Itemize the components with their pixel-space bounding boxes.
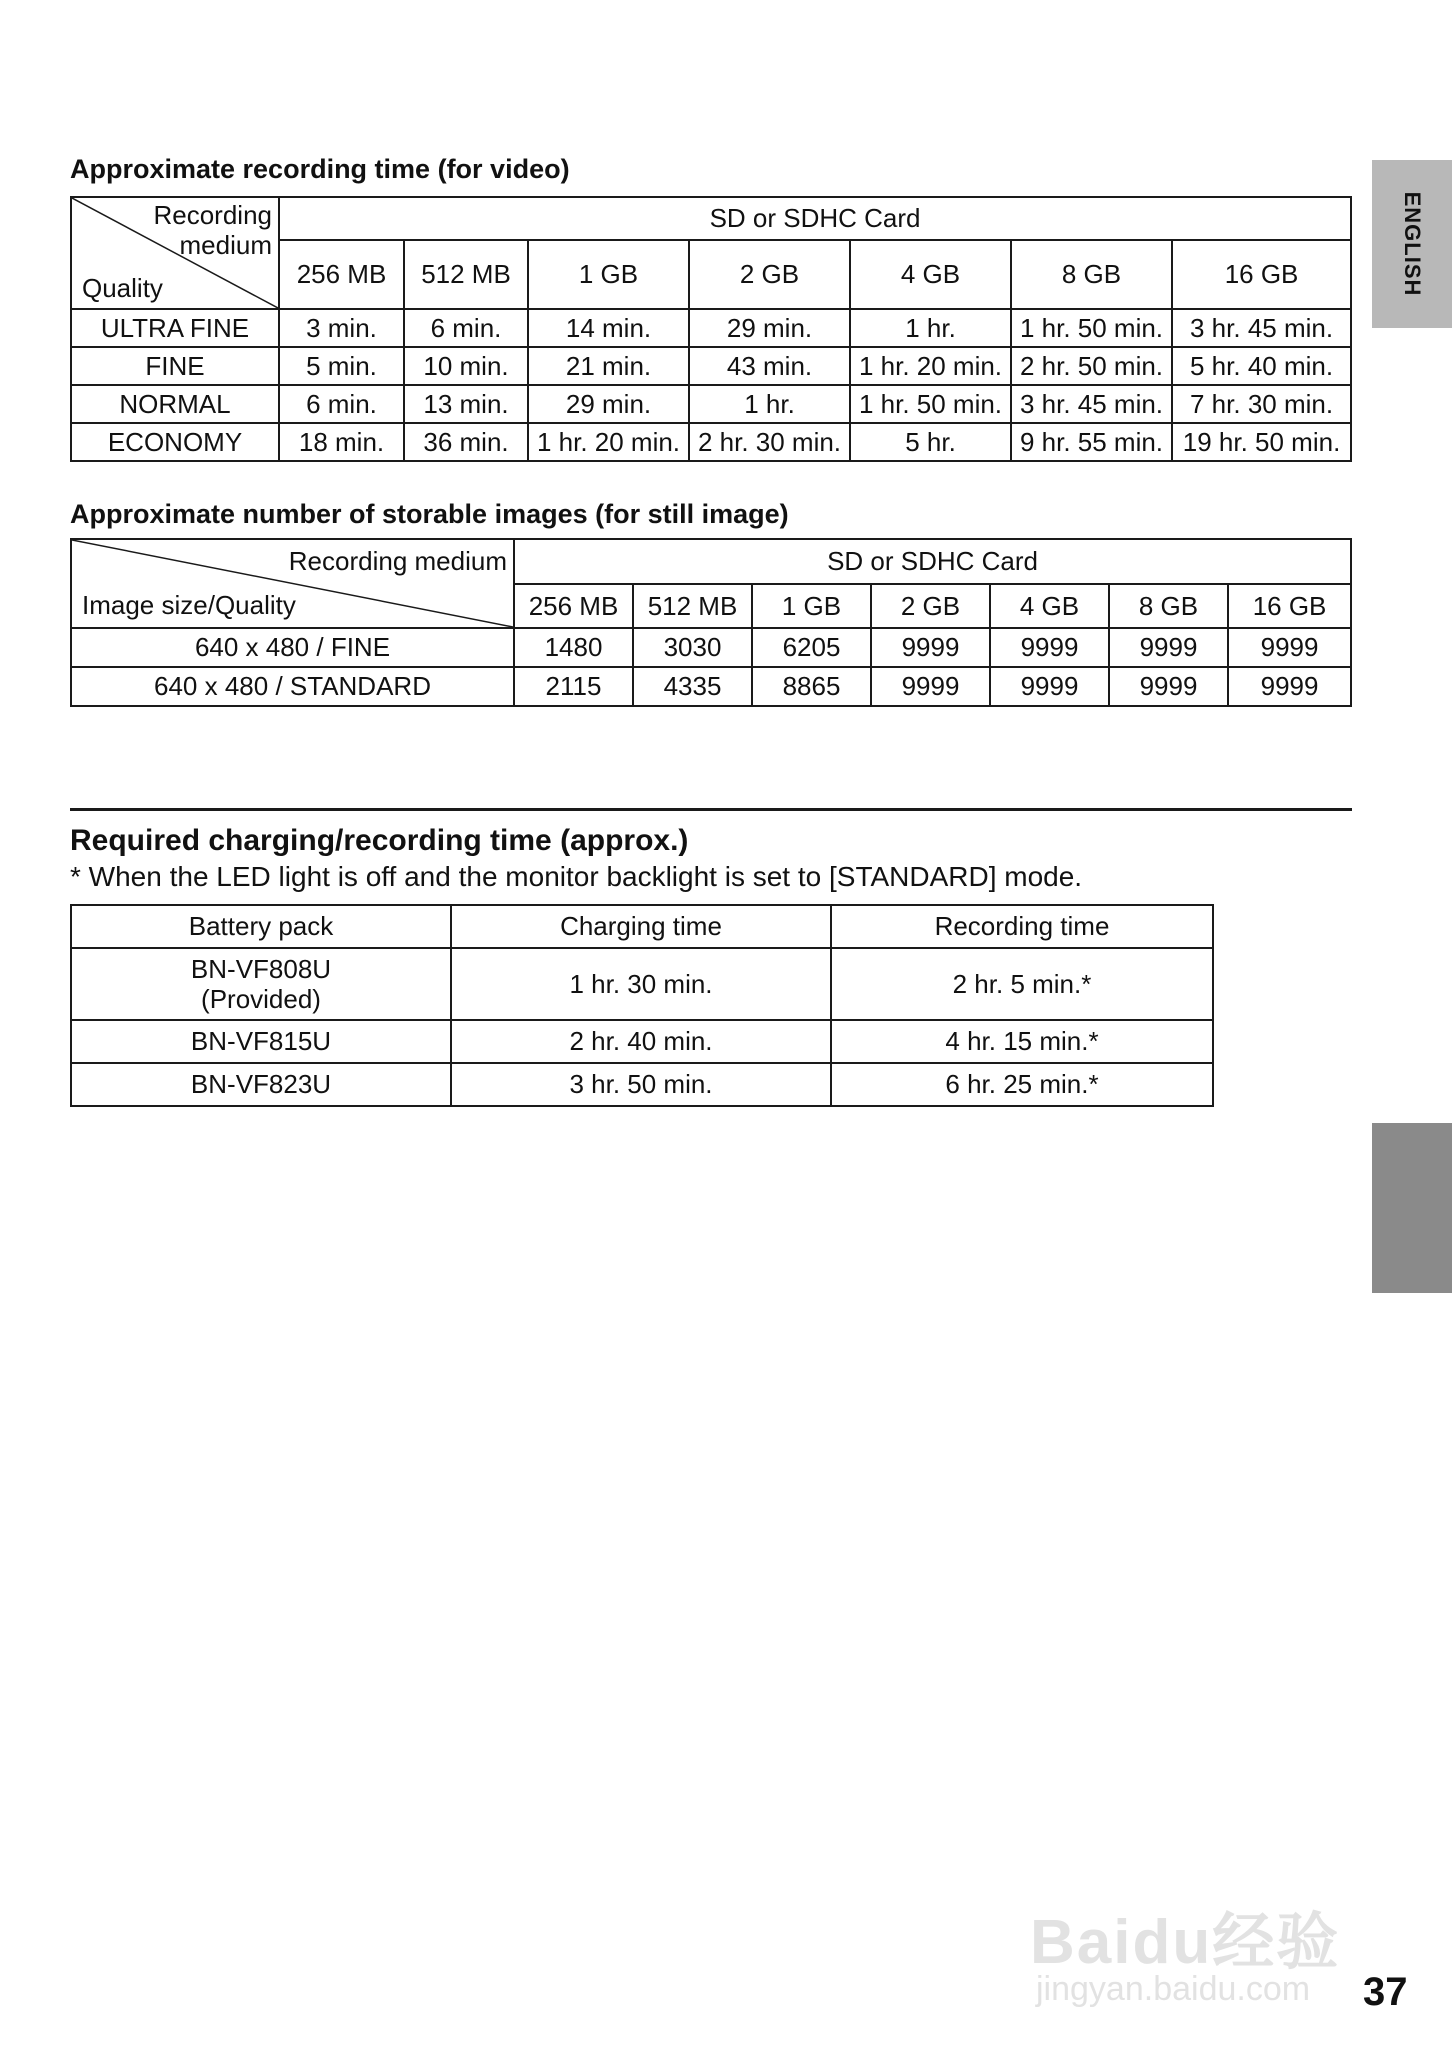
video-column-header: 1 GB	[528, 240, 689, 309]
video-value-cell: 19 hr. 50 min.	[1172, 423, 1351, 461]
video-column-header: 512 MB	[404, 240, 528, 309]
video-group-header: SD or SDHC Card	[279, 197, 1351, 240]
video-value-cell: 1 hr.	[689, 385, 850, 423]
section-tab-marker	[1372, 1123, 1452, 1293]
video-corner-medium-label: Recording medium	[153, 200, 272, 260]
battery-cell: BN-VF823U	[71, 1063, 451, 1106]
video-value-cell: 29 min.	[689, 309, 850, 347]
table-row	[71, 1020, 1213, 1063]
still-column-header: 8 GB	[1109, 584, 1228, 628]
still-images-table	[70, 538, 1352, 707]
video-row-label: ECONOMY	[71, 423, 279, 461]
charging-time-cell: 1 hr. 30 min.	[451, 948, 831, 1020]
charging-time-cell: 3 hr. 50 min.	[451, 1063, 831, 1106]
table-row	[71, 1063, 1213, 1106]
section-divider	[70, 808, 1352, 811]
watermark-url: jingyan.baidu.com	[1036, 1970, 1311, 2008]
video-value-cell: 1 hr. 20 min.	[850, 347, 1011, 385]
video-value-cell: 6 min.	[279, 385, 404, 423]
video-row-label: NORMAL	[71, 385, 279, 423]
video-value-cell: 43 min.	[689, 347, 850, 385]
video-column-header: 4 GB	[850, 240, 1011, 309]
still-column-header: 16 GB	[1228, 584, 1351, 628]
header-recording-time: Recording time	[831, 905, 1213, 948]
still-value-cell: 9999	[1109, 667, 1228, 706]
still-column-header: 1 GB	[752, 584, 871, 628]
video-value-cell: 5 hr. 40 min.	[1172, 347, 1351, 385]
language-tab-label: ENGLISH	[1400, 191, 1425, 297]
video-value-cell: 29 min.	[528, 385, 689, 423]
still-value-cell: 9999	[990, 628, 1109, 667]
video-column-header: 256 MB	[279, 240, 404, 309]
table-row	[71, 628, 1351, 667]
battery-model: BN-VF808U	[190, 954, 332, 984]
still-row-label: 640 x 480 / STANDARD	[71, 667, 514, 706]
battery-cell	[71, 948, 451, 1020]
video-value-cell: 2 hr. 50 min.	[1011, 347, 1172, 385]
video-value-cell: 10 min.	[404, 347, 528, 385]
video-section-title: Approximate recording time (for video)	[70, 154, 570, 184]
video-value-cell: 14 min.	[528, 309, 689, 347]
video-value-cell: 1 hr. 50 min.	[850, 385, 1011, 423]
video-value-cell: 2 hr. 30 min.	[689, 423, 850, 461]
video-value-cell: 7 hr. 30 min.	[1172, 385, 1351, 423]
table-row	[71, 309, 1351, 347]
table-row	[71, 385, 1351, 423]
video-row-label: ULTRA FINE	[71, 309, 279, 347]
video-value-cell: 5 hr.	[850, 423, 1011, 461]
page-number: 37	[1363, 1970, 1408, 2014]
recording-time-cell: 4 hr. 15 min.*	[831, 1020, 1213, 1063]
battery-cell: BN-VF815U	[71, 1020, 451, 1063]
video-value-cell: 1 hr.	[850, 309, 1011, 347]
still-value-cell: 3030	[633, 628, 752, 667]
video-value-cell: 9 hr. 55 min.	[1011, 423, 1172, 461]
video-value-cell: 1 hr. 20 min.	[528, 423, 689, 461]
table-row	[71, 667, 1351, 706]
still-corner-medium-label: Recording medium	[288, 546, 507, 576]
video-row-label: FINE	[71, 347, 279, 385]
table-row	[71, 423, 1351, 461]
header-charging-time: Charging time	[451, 905, 831, 948]
still-row-label: 640 x 480 / FINE	[71, 628, 514, 667]
still-column-header: 256 MB	[514, 584, 633, 628]
still-value-cell: 2115	[514, 667, 633, 706]
watermark-logo: Baidu经验	[1030, 1908, 1341, 1977]
video-value-cell: 18 min.	[279, 423, 404, 461]
still-value-cell: 9999	[1228, 667, 1351, 706]
still-value-cell: 9999	[990, 667, 1109, 706]
battery-provided-note: (Provided)	[201, 984, 321, 1014]
still-value-cell: 4335	[633, 667, 752, 706]
baidu-watermark	[1030, 1842, 1370, 2022]
video-column-header: 2 GB	[689, 240, 850, 309]
charging-table	[70, 904, 1214, 1107]
still-column-header: 4 GB	[990, 584, 1109, 628]
video-value-cell: 5 min.	[279, 347, 404, 385]
language-tab-english	[1372, 160, 1452, 328]
still-value-cell: 9999	[871, 628, 990, 667]
video-column-header: 8 GB	[1011, 240, 1172, 309]
still-value-cell: 1480	[514, 628, 633, 667]
charging-note: * When the LED light is off and the monitor backlight is set to [STANDARD] mode.	[70, 861, 1083, 892]
still-column-header: 512 MB	[633, 584, 752, 628]
table-row	[71, 347, 1351, 385]
video-value-cell: 36 min.	[404, 423, 528, 461]
table-row	[71, 948, 1213, 1020]
charging-section-title: Required charging/recording time (approx.)	[70, 824, 689, 857]
still-corner-quality-label: Image size/Quality	[82, 590, 296, 620]
still-value-cell: 9999	[1228, 628, 1351, 667]
video-value-cell: 3 hr. 45 min.	[1011, 385, 1172, 423]
video-value-cell: 13 min.	[404, 385, 528, 423]
video-corner-quality-label: Quality	[82, 273, 163, 303]
video-value-cell: 3 min.	[279, 309, 404, 347]
video-corner-header	[71, 197, 279, 309]
video-value-cell: 21 min.	[528, 347, 689, 385]
still-value-cell: 6205	[752, 628, 871, 667]
recording-time-cell: 2 hr. 5 min.*	[831, 948, 1213, 1020]
still-section-title: Approximate number of storable images (for still image)	[70, 499, 789, 529]
video-recording-table	[70, 196, 1352, 462]
still-corner-header	[71, 539, 514, 628]
charging-time-cell: 2 hr. 40 min.	[451, 1020, 831, 1063]
header-battery-pack: Battery pack	[71, 905, 451, 948]
still-value-cell: 8865	[752, 667, 871, 706]
still-group-header: SD or SDHC Card	[514, 539, 1351, 584]
still-value-cell: 9999	[871, 667, 990, 706]
video-value-cell: 3 hr. 45 min.	[1172, 309, 1351, 347]
still-value-cell: 9999	[1109, 628, 1228, 667]
still-column-header: 2 GB	[871, 584, 990, 628]
recording-time-cell: 6 hr. 25 min.*	[831, 1063, 1213, 1106]
video-value-cell: 1 hr. 50 min.	[1011, 309, 1172, 347]
video-value-cell: 6 min.	[404, 309, 528, 347]
video-column-header: 16 GB	[1172, 240, 1351, 309]
